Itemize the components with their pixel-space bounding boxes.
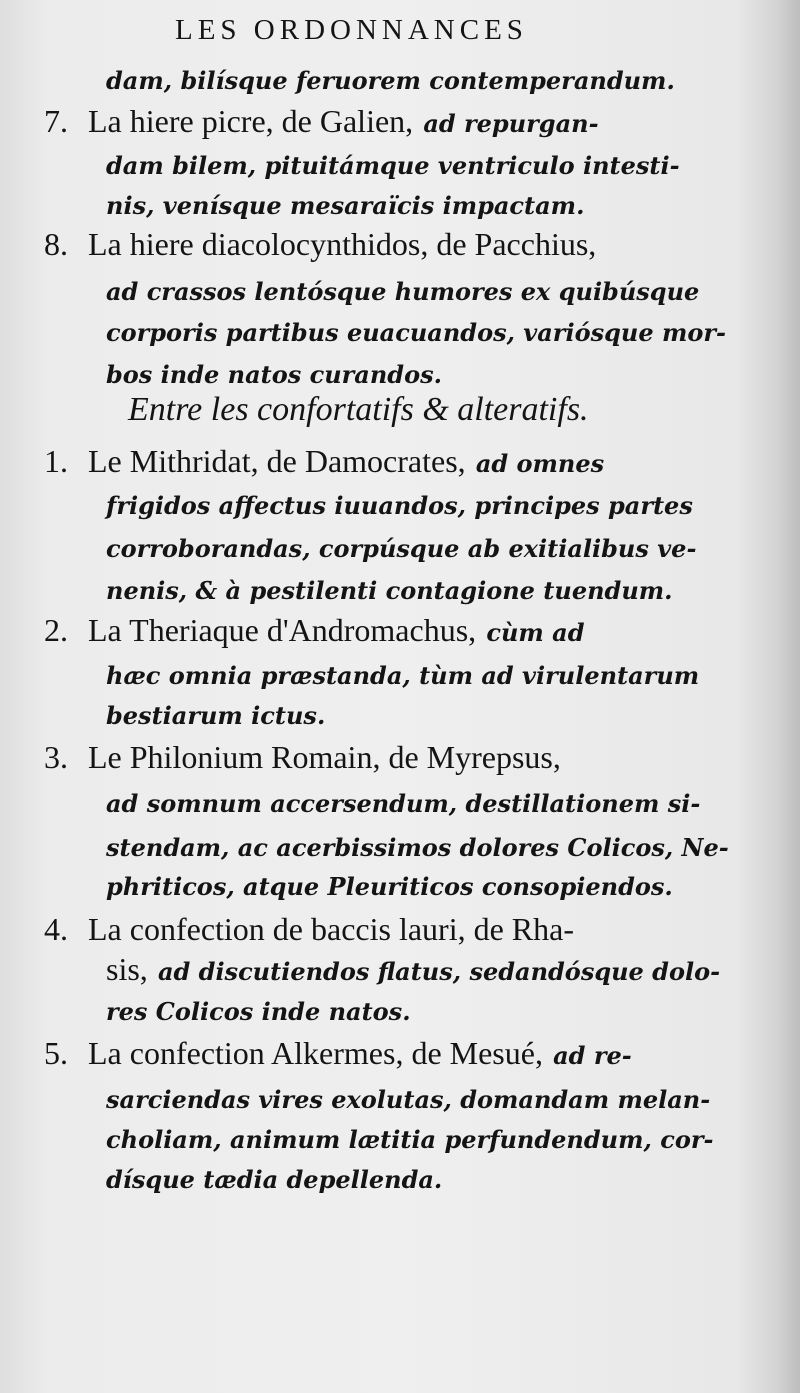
line-roman-text: La hiere diacolocynthidos, de Pacchius, (88, 226, 597, 262)
line-italic-text: bestiarum ictus. (106, 701, 326, 730)
text-line (106, 1077, 710, 1120)
running-header: LES ORDONNANCES (175, 14, 528, 46)
text-line (106, 781, 700, 824)
text-line (106, 310, 726, 353)
line-roman-text: La hiere picre, de Galien, (88, 103, 414, 139)
text-line (106, 352, 442, 395)
text-line (106, 949, 720, 992)
line-italic-text: ad discutiendos flatus, sedandósque dolo- (157, 957, 721, 986)
line-italic-text: corroborandas, corpúsque ab exitialibus ve- (106, 534, 697, 563)
text-line (106, 183, 584, 226)
text-line (106, 825, 729, 868)
line-italic-text: hæc omnia præstanda, tùm ad virulentarum (106, 661, 700, 690)
line-italic-text: stendam, ac acerbissimos dolores Colicos, Ne- (106, 833, 729, 862)
text-line (106, 143, 680, 186)
line-roman-text: La confection de baccis lauri, de Rha- (88, 911, 574, 947)
text-line (106, 1117, 713, 1160)
line-italic-text: dam bilem, pituitámque ventriculo intesti- (106, 151, 680, 180)
text-line (106, 1157, 442, 1200)
line-roman-text: sis, (106, 951, 148, 987)
line-italic-text: bos inde natos curandos. (106, 360, 442, 389)
text-line (106, 526, 696, 569)
line-italic-text: ad crassos lentósque humores ex quibúsque (106, 277, 700, 306)
text-line (106, 58, 675, 101)
text-line (88, 909, 574, 949)
entry-number: 7. (44, 103, 68, 139)
line-italic-text: sarciendas vires exolutas, domandam melan- (106, 1085, 711, 1114)
line-italic-text: nis, venísque mesaraïcis impactam. (106, 191, 585, 220)
text-line (106, 483, 693, 526)
entry-number: 5. (44, 1035, 68, 1071)
line-roman-text: Le Mithridat, de Damocrates, (88, 443, 466, 479)
entry-number: 3. (44, 739, 68, 775)
line-italic-text: ad omnes (475, 449, 605, 478)
entry-number: 4. (44, 911, 68, 947)
line-roman-text: Le Philonium Romain, de Myrepsus, (88, 739, 561, 775)
line-italic-text: frigidos affectus iuuandos, principes partes (106, 491, 693, 520)
line-italic-text: corporis partibus euacuandos, variósque mor- (106, 318, 726, 347)
text-line (106, 693, 325, 736)
entry-number: 8. (44, 226, 68, 262)
line-italic-text: phriticos, atque Pleuriticos consopiendos. (106, 872, 673, 901)
text-line (106, 864, 673, 907)
line-italic-text: dísque tædia depellenda. (106, 1165, 443, 1194)
line-italic-text: choliam, animum lætitia perfundendum, cor- (106, 1125, 714, 1154)
line-italic-text: ad somnum accersendum, destillationem si- (106, 789, 701, 818)
entry-number: 1. (44, 443, 68, 479)
text-line (88, 737, 561, 777)
text-line (106, 269, 699, 312)
text-line (88, 1033, 632, 1076)
entry-number: 2. (44, 612, 68, 648)
line-italic-text: ad repurgan- (423, 109, 599, 138)
line-roman-text: La confection Alkermes, de Mesué, (88, 1035, 543, 1071)
line-roman-text: La Theriaque d'Andromachus, (88, 612, 477, 648)
text-line (88, 101, 599, 144)
line-italic-text: res Colicos inde natos. (106, 997, 411, 1026)
text-line (88, 224, 596, 264)
text-line (88, 441, 604, 484)
line-italic-text: dam, bilísque feruorem contemperandum. (106, 66, 675, 95)
line-italic-text: cùm ad (486, 618, 585, 647)
section-heading: Entre les confortatifs & alteratifs. (128, 391, 589, 428)
text-line (106, 568, 673, 611)
text-line (88, 610, 584, 653)
text-line (106, 989, 411, 1032)
line-italic-text: nenis, & à pestilenti contagione tuendum. (106, 576, 673, 605)
line-italic-text: ad re- (553, 1041, 632, 1070)
text-line (106, 653, 699, 696)
